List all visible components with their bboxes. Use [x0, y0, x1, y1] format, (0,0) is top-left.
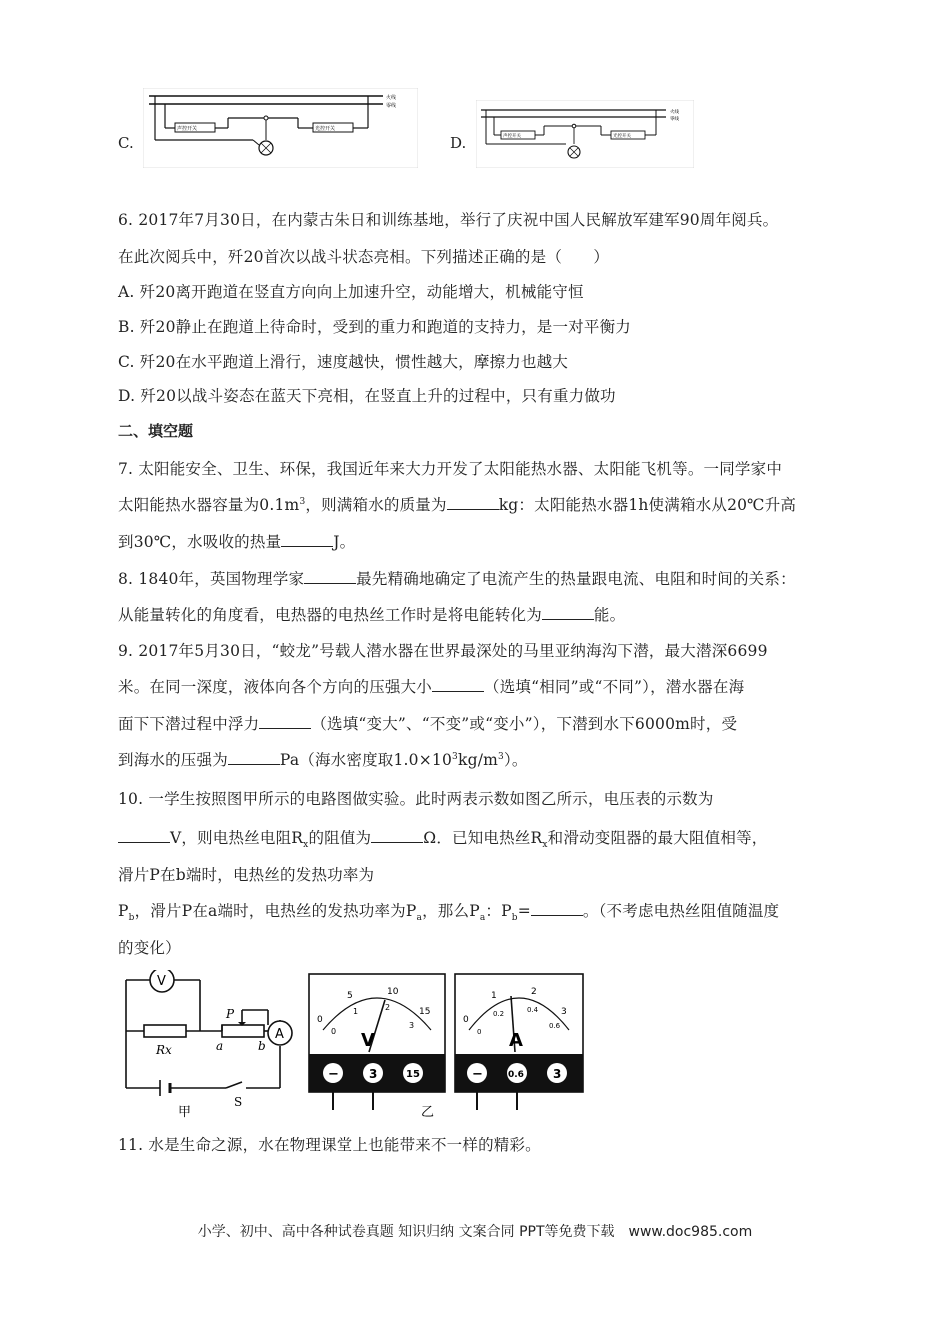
q8-line1: 8. 1840年，英国物理学家 最先精确地确定了电流产生的热量跟电流、电阻和时间的关系：	[118, 567, 796, 589]
q9-line1: 9. 2017年5月30日，“蛟龙”号载人潜水器在世界最深处的马里亚纳海沟下潜，最大潜深6699	[118, 642, 768, 660]
q9-line4: 到海水的压强为 Pa（海水密度取$1.0\times 10^3kg/m^3$）。	[118, 748, 528, 770]
svg-text:b: b	[258, 1039, 266, 1053]
svg-text:A: A	[275, 1027, 284, 1042]
svg-text:0: 0	[477, 1028, 482, 1036]
svg-text:P: P	[226, 1007, 235, 1021]
q10-blank-voltage[interactable]	[118, 827, 170, 844]
svg-text:0.6: 0.6	[549, 1022, 561, 1030]
q6-option-c: C. 歼20在水平跑道上滑行，速度越快，惯性越大，摩擦力也越大	[118, 353, 569, 371]
q10-line2: V，则电热丝电阻$R_x$的阻值为 Ω．已知电热丝$R_x$和滑动变阻器的最大阻值相等，	[118, 826, 767, 850]
svg-text:3: 3	[409, 1021, 415, 1030]
svg-text:火线: 火线	[670, 110, 679, 115]
svg-text:2: 2	[385, 1003, 391, 1012]
option-c-label: C.	[118, 134, 134, 152]
svg-text:光控开关: 光控开关	[613, 134, 631, 139]
q10-line5: 的变化）	[118, 939, 181, 957]
q11-line1: 11. 水是生命之源，水在物理课堂上也能带来不一样的精彩。	[118, 1136, 541, 1154]
light-switch-label: 光控开关	[315, 126, 336, 132]
q9-blank-pressure-direction[interactable]	[432, 676, 484, 693]
q8-line2: 从能量转化的角度看，电热器的电热丝工作时是将电能转化为 能。	[118, 603, 625, 625]
neutral-wire-label: 零线	[386, 103, 397, 109]
svg-text:甲: 甲	[178, 1105, 192, 1118]
svg-text:15: 15	[406, 1069, 420, 1080]
svg-text:1: 1	[491, 991, 497, 1001]
svg-text:2: 2	[531, 987, 537, 997]
ammeter-dial	[455, 974, 583, 1110]
q9-blank-buoyancy[interactable]	[259, 713, 311, 730]
svg-text:零线: 零线	[670, 117, 679, 122]
svg-text:V: V	[361, 1030, 375, 1051]
svg-text:−: −	[328, 1067, 339, 1082]
q10-line1: 10. 一学生按照图甲所示的电路图做实验。此时两表示数如图乙所示，电压表的示数为	[118, 790, 714, 808]
option-d-label: D.	[450, 134, 467, 152]
svg-text:3: 3	[561, 1007, 567, 1017]
circuit-d-diagram	[476, 100, 694, 168]
svg-text:声控开关: 声控开关	[503, 134, 521, 139]
q7-line2: 太阳能热水器容量为$0.1m^3$，则满箱水的质量为 kg：太阳能热水器1h使满箱水从20℃升高	[118, 493, 796, 515]
fire-wire-label: 火线	[386, 95, 397, 101]
page-footer: 小学、初中、高中各种试卷真题 知识归纳 文案合同 PPT等免费下载 www.doc985.com	[197, 1224, 753, 1240]
q7-line3: 到30℃，水吸收的热量 J。	[118, 530, 355, 552]
svg-text:A: A	[509, 1030, 523, 1051]
q7-blank-mass[interactable]	[447, 494, 499, 511]
svg-text:0: 0	[463, 1015, 469, 1025]
svg-text:5: 5	[347, 991, 353, 1001]
svg-text:15: 15	[419, 1007, 431, 1017]
svg-text:0: 0	[317, 1015, 323, 1025]
circuit-c-diagram	[143, 88, 418, 168]
svg-text:Rx: Rx	[156, 1043, 172, 1057]
voltmeter-dial	[309, 974, 445, 1110]
svg-text:V: V	[157, 974, 166, 989]
q8-blank-scientist[interactable]	[304, 568, 356, 585]
svg-text:10: 10	[387, 987, 399, 997]
q8-blank-energy[interactable]	[542, 604, 594, 621]
q10-line4: $P_b$，滑片P在a端时，电热丝的发热功率为$P_a$，那么$P_a$：$P_b=$ 。（不考虑电热丝阻值随温度	[118, 899, 779, 923]
q10-blank-power-ratio[interactable]	[531, 900, 583, 917]
svg-text:0.6: 0.6	[508, 1070, 524, 1080]
q9-line3: 面下下潜过程中浮力 （选填“变大”、“不变”或“变小”），下潜到水下6000m时，受	[118, 712, 737, 734]
section-title-fill-in: 二、填空题	[118, 422, 194, 440]
q6-option-a: A. 歼20离开跑道在竖直方向向上加速升空，动能增大，机械能守恒	[118, 283, 584, 301]
q10-line3: 滑片P在b端时，电热丝的发热功率为	[118, 866, 375, 884]
q6-option-b: B. 歼20静止在跑道上待命时，受到的重力和跑道的支持力，是一对平衡力	[118, 318, 631, 336]
sound-switch-label: 声控开关	[177, 126, 198, 132]
q9-blank-pressure[interactable]	[228, 749, 280, 766]
svg-text:a: a	[216, 1039, 224, 1053]
q7-line1: 7. 太阳能安全、卫生、环保，我国近年来大力开发了太阳能热水器、太阳能飞机等。一同学家中	[118, 460, 783, 478]
svg-text:−: −	[472, 1067, 483, 1082]
q6-option-d: D. 歼20以战斗姿态在蓝天下亮相，在竖直上升的过程中，只有重力做功	[118, 387, 616, 405]
svg-text:乙: 乙	[421, 1105, 435, 1118]
circuit-jia-diagram	[118, 970, 298, 1118]
svg-text:0: 0	[331, 1027, 337, 1036]
svg-text:S: S	[234, 1095, 243, 1109]
q6-stem-line1: 6. 2017年7月30日，在内蒙古朱日和训练基地，举行了庆祝中国人民解放军建军90周年阅兵。	[118, 211, 779, 229]
q6-stem-line2: 在此次阅兵中，歼20首次以战斗状态亮相。下列描述正确的是（ ）	[118, 248, 610, 266]
meters-yi-figure	[305, 970, 590, 1118]
svg-text:1: 1	[353, 1007, 359, 1016]
q10-blank-resistance[interactable]	[371, 827, 423, 844]
svg-text:0.4: 0.4	[527, 1006, 539, 1014]
q7-blank-heat[interactable]	[281, 531, 333, 548]
q9-line2: 米。在同一深度，液体向各个方向的压强大小 （选填“相同”或“不同”），潜水器在海	[118, 675, 744, 697]
svg-text:3: 3	[369, 1067, 378, 1081]
svg-text:3: 3	[553, 1067, 562, 1081]
svg-text:0.2: 0.2	[493, 1010, 505, 1018]
